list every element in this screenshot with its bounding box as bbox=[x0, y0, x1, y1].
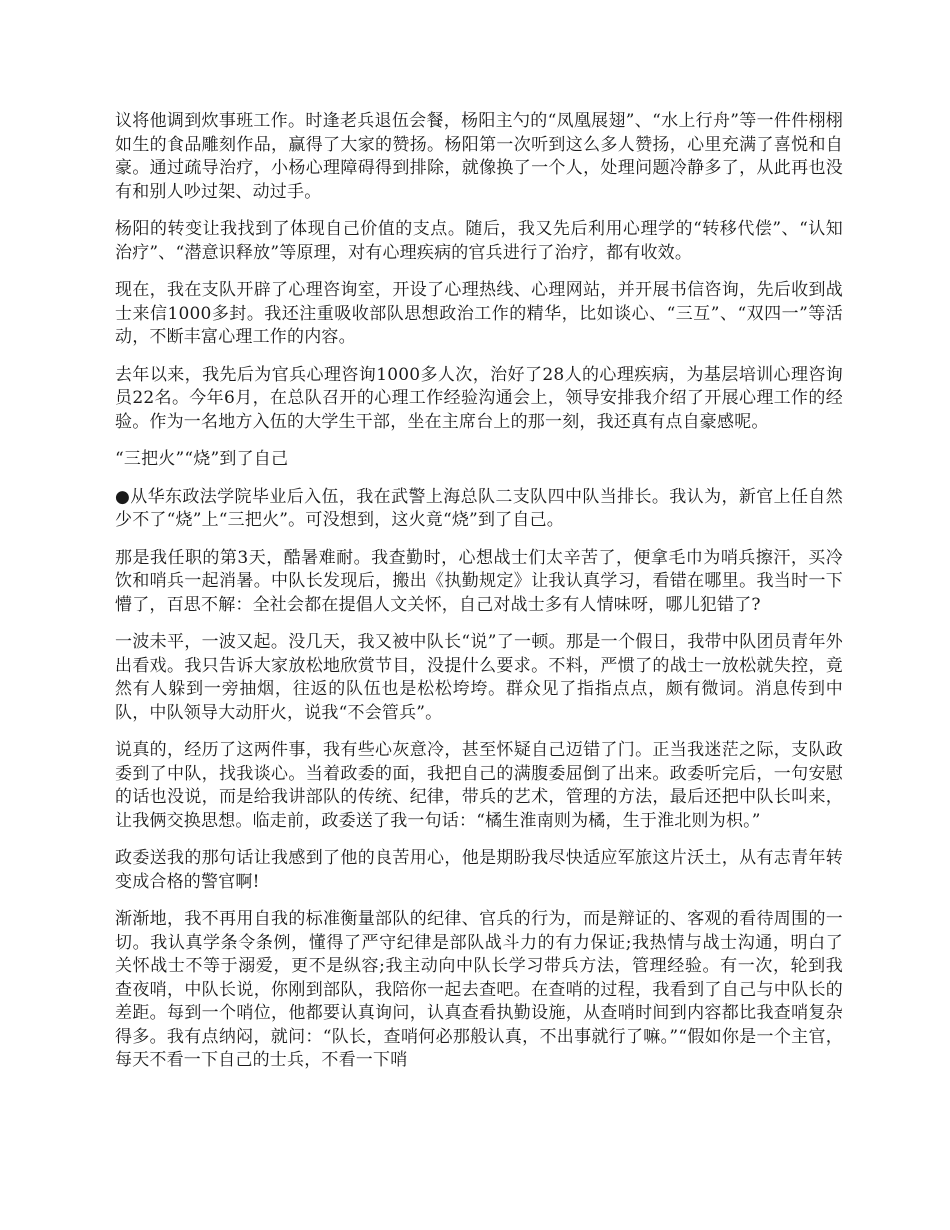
paragraph: 渐渐地，我不再用自我的标准衡量部队的纪律、官兵的行为，而是辩证的、客观的看待周围的一切。我认真学条令条例，懂得了严守纪律是部队战斗力的有力保证;我热情与战士沟通，明白了关怀战士不等于溺爱，更不是纵容;我主动向中队长学习带兵方法，管理经验。有一次，轮到我查夜哨，中队长说，你刚到部队，我陪你一起去查吧。在查哨的过程，我看到了自己与中队长的差距。每到一个哨位，他都要认真询问，认真查看执勤设施，从查哨时间到内容都比我查哨复杂得多。我有点纳闷，就问：“队长，查哨何必那般认真，不出事就行了嘛。”“假如你是一个主官，每天不看一下自己的士兵，不看一下哨 bbox=[115, 909, 843, 1070]
document-page bbox=[115, 110, 843, 1087]
paragraph: ●从华东政法学院毕业后入伍，我在武警上海总队二支队四中队当排长。我认为，新官上任自然少不了“烧”上“三把火”。可没想到，这火竟“烧”到了自己。 bbox=[115, 486, 843, 530]
paragraph: 政委送我的那句话让我感到了他的良苦用心，他是期盼我尽快适应军旅这片沃土，从有志青年转变成合格的警官啊! bbox=[115, 848, 843, 892]
paragraph: 去年以来，我先后为官兵心理咨询1000多人次，治好了28人的心理疾病，为基层培训心理咨询员22名。今年6月，在总队召开的心理工作经验沟通会上，领导安排我介绍了开展心理工作的经验。作为一名地方入伍的大学生干部，坐在主席台上的那一刻，我还真有点自豪感呢。 bbox=[115, 364, 843, 432]
section-heading: “三把火”“烧”到了自己 bbox=[115, 449, 289, 469]
paragraph: 说真的，经历了这两件事，我有些心灰意冷，甚至怀疑自己迈错了门。正当我迷茫之际，支队政委到了中队，找我谈心。当着政委的面，我把自己的满腹委屈倒了出来。政委听完后，一句安慰的话也没说，而是给我讲部队的传统、纪律，带兵的艺术，管理的方法，最后还把中队长叫来，让我俩交换思想。临走前，政委送了我一句话：“橘生淮南则为橘，生于淮北则为枳。” bbox=[115, 740, 843, 831]
paragraph: 一波未平，一波又起。没几天，我又被中队长“说”了一顿。那是一个假日，我带中队团员青年外出看戏。我只告诉大家放松地欣赏节目，没提什么要求。不料，严惯了的战士一放松就失控，竟然有人躲到一旁抽烟，往返的队伍也是松松垮垮。群众见了指指点点，颇有微词。消息传到中队，中队领导大动肝火，说我“不会管兵”。 bbox=[115, 632, 843, 723]
paragraph: 现在，我在支队开辟了心理咨询室，开设了心理热线、心理网站，并开展书信咨询，先后收到战士来信1000多封。我还注重吸收部队思想政治工作的精华，比如谈心、“三互”、“双四一”等活动，不断丰富心理工作的内容。 bbox=[115, 280, 843, 347]
paragraph: 那是我任职的第3天，酷暑难耐。我查勤时，心想战士们太辛苦了，便拿毛巾为哨兵擦汗，买冷饮和哨兵一起消暑。中队长发现后，搬出《执勤规定》让我认真学习，看错在哪里。我当时一下懵了，百思不解：全社会都在提倡人文关怀，自己对战士多有人情味呀，哪儿犯错了? bbox=[115, 547, 843, 615]
paragraph: 杨阳的转变让我找到了体现自己价值的支点。随后，我又先后利用心理学的“转移代偿”、“认知治疗”、“潜意识释放”等原理，对有心理疾病的官兵进行了治疗，都有收效。 bbox=[115, 219, 843, 263]
paragraph: 议将他调到炊事班工作。时逢老兵退伍会餐，杨阳主勺的“凤凰展翅”、“水上行舟”等一件件栩栩如生的食品雕刻作品，赢得了大家的赞扬。杨阳第一次听到这么多人赞扬，心里充满了喜悦和自豪。通过疏导治疗，小杨心理障碍得到排除，就像换了一个人，处理问题冷静多了，从此再也没有和别人吵过架、动过手。 bbox=[115, 111, 843, 202]
